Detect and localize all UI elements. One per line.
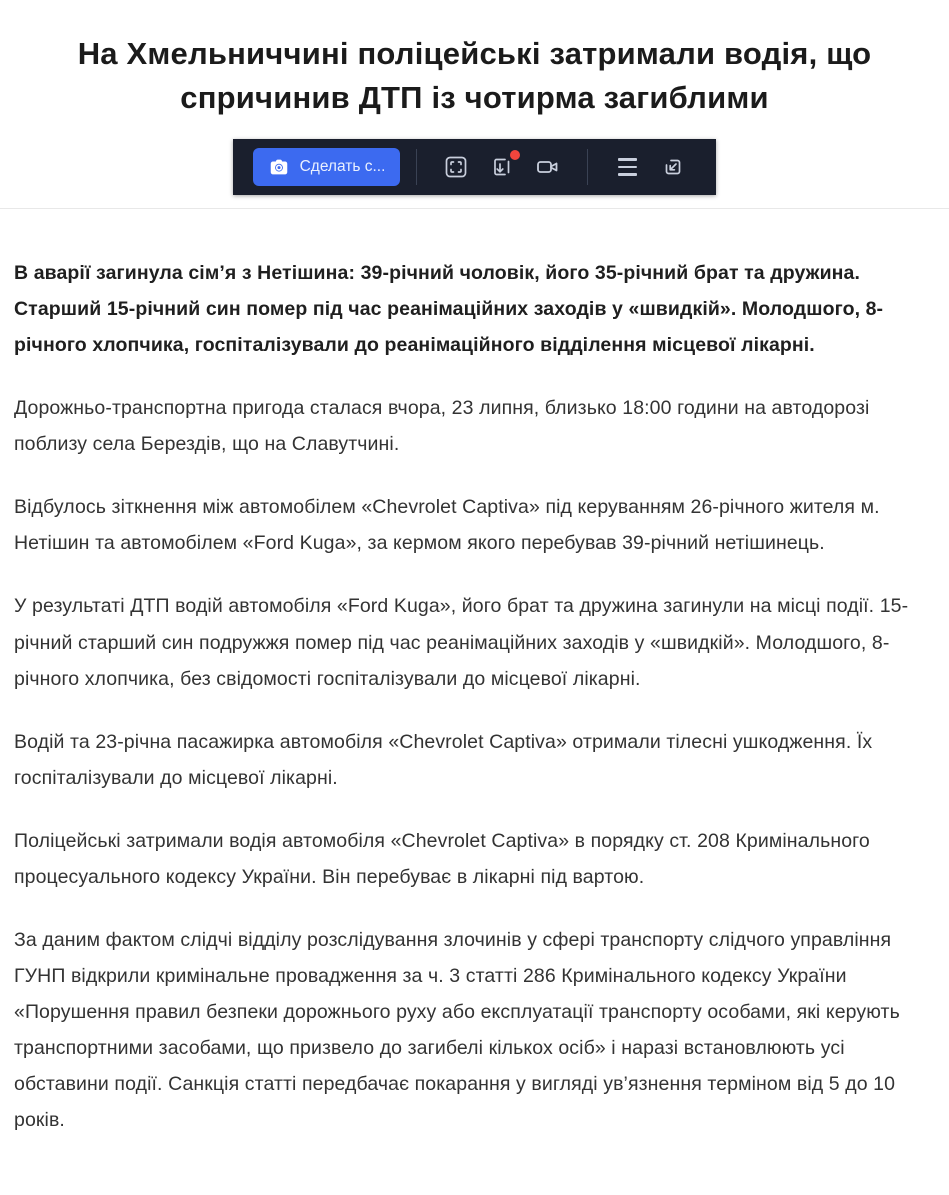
article-page <box>0 32 949 1195</box>
toolbar-group-divider <box>416 149 417 185</box>
article-lead-paragraph: В аварії загинула сім’я з Нетішина: 39-річний чоловік, його 35-річний брат та дружина. Старший 15-річний син помер під час реанімаційних заходів у «швидкій». Молодшого, 8-річного хлопчика, госпіталізували до реанімаційного відділення місцевої лікарні. <box>14 262 884 357</box>
page-title: На Хмельниччині поліцейські затримали водія, що спричинив ДТП із чотирма загиблими <box>77 36 872 116</box>
article-paragraph: Водій та 23-річна пасажирка автомобіля «Chevrolet Captiva» отримали тілесні ушкодження. Їх госпіталізували до місцевої лікарні. <box>14 730 873 789</box>
article-body <box>14 255 935 1138</box>
capture-area-icon <box>443 154 469 180</box>
video-record-icon <box>534 153 562 181</box>
article-paragraph: У результаті ДТП водій автомобіля «Ford Kuga», його брат та дружина загинули на місці події. 15-річний старший син подружжя помер під час реанімаційних заходів у «швидкій». Молодшого, 8-річного хлопчика, без свідомості госпіталізували до місцевої лікарні. <box>14 595 909 690</box>
capture-area-button[interactable] <box>442 153 470 181</box>
article-paragraph: Поліцейські затримали водія автомобіля «Chevrolet Captiva» в порядку ст. 208 Кримінального процесуального кодексу України. Він перебуває в лікарні під вартою. <box>14 829 870 888</box>
collapse-icon <box>661 155 685 179</box>
article-paragraph: Відбулось зіткнення між автомобілем «Chevrolet Captiva» під керуванням 26-річного жителя м. Нетішин та автомобілем «Ford Kuga», за кермом якого перебував 39-річний нетішинець. <box>14 496 880 555</box>
article-paragraph: За даним фактом слідчі відділу розслідування злочинів у сфері транспорту слідчого управління ГУНП відкрили кримінальне провадження за ч. 3 статті 286 Кримінального кодексу України «Порушення правил безпеки дорожнього руху або експлуатації транспорту особами, які керують транспортними засобами, що призвело до загибелі кількох осіб» і наразі встановлюють усі обставини події. Санкція статті передбачає покарання у вигляді ув’язнення терміном від 5 до 10 років. <box>14 928 900 1132</box>
take-screenshot-button[interactable] <box>253 148 401 186</box>
menu-icon <box>618 158 637 175</box>
article-paragraph: Дорожньо-транспортна пригода сталася вчора, 23 липня, близько 18:00 години на автодорозі поблизу села Берездів, що на Славутчині. <box>14 397 870 456</box>
scrolling-capture-button[interactable] <box>488 153 516 181</box>
capture-toolbar-container <box>14 139 935 195</box>
notification-badge <box>510 150 520 160</box>
toolbar-group-divider <box>587 149 588 185</box>
collapse-button[interactable] <box>659 153 687 181</box>
capture-toolbar <box>233 139 717 195</box>
video-record-button[interactable] <box>534 153 562 181</box>
camera-icon <box>268 156 290 178</box>
content-divider <box>0 208 949 209</box>
menu-button[interactable] <box>613 153 641 181</box>
take-screenshot-label: Сделать с... <box>299 158 386 176</box>
